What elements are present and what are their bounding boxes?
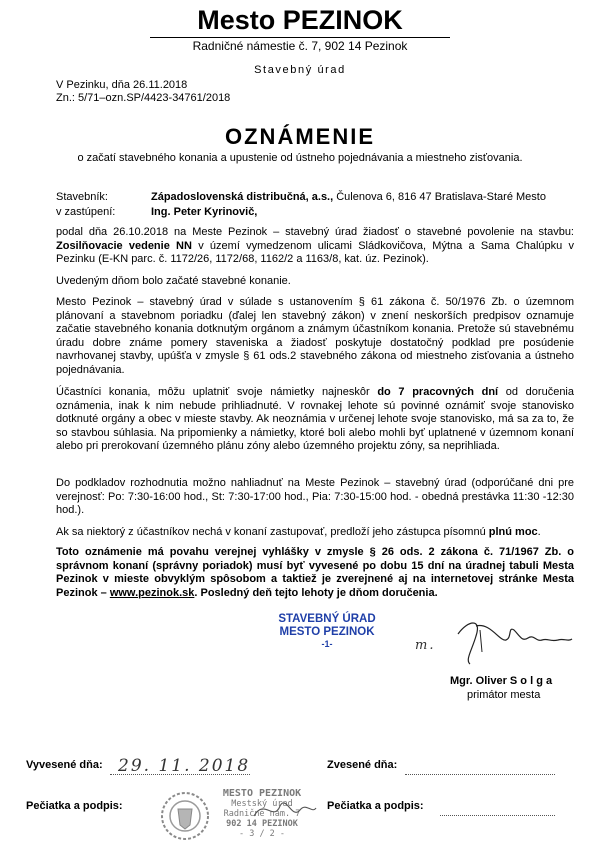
- header-rule: [150, 37, 450, 38]
- seal-line-right: [440, 815, 555, 816]
- place-date: V Pezinku, dňa 26.11.2018: [56, 79, 188, 91]
- public-notice-end: . Posledný deň tejto lehoty je dňom doručenia.: [194, 586, 438, 599]
- representative-name: Ing. Peter Kyrinovič,: [151, 206, 258, 218]
- builder-label: Stavebník:: [56, 191, 108, 203]
- objections-text-a: Účastníci konania, môžu uplatniť svoje námietky najneskôr: [56, 386, 370, 398]
- stamp-line-office: STAVEBNÝ ÚRAD: [278, 613, 376, 625]
- mayor-signature: [410, 612, 580, 672]
- notice-subheading: o začatí stavebného konania a upustenie od ústneho pojednávania a miestneho zisťovania.: [77, 152, 523, 164]
- posted-date-label: Vyvesené dňa:: [26, 759, 103, 771]
- paragraph-office-hours: Do podkladov rozhodnutia možno nahliadnuť na Meste Pezinok – stavebný úrad (odporúčané dni pre verejnosť: Po: 7:30-16:00 hod., St: 7:30-17:00 hod., Pia: 7:30-15:00 hod. - obedná prestávka 11:30 -12:30 hod.).: [56, 477, 574, 517]
- project-location: v území vymedzenom ulicami Sládkovičova, Mýtna a Sama Chalúpku v Pezinku (E-KN parc. č. 1172/26, 1172/68, 1162/2 a 1163/8, kat. úz. Pezinok).: [56, 239, 574, 266]
- stamp-line-number: -1-: [321, 639, 333, 649]
- seal-label-left: Pečiatka a podpis:: [26, 800, 123, 812]
- paragraph-application: [56, 226, 574, 267]
- posting-stamp-line-1: MESTO PEZINOK: [222, 788, 302, 799]
- notice-heading: OZNÁMENIE: [225, 124, 375, 149]
- paragraph-objections: [56, 386, 574, 454]
- signature-prefix: m.: [415, 638, 436, 653]
- office-name: Stavebný úrad: [254, 64, 346, 76]
- power-of-attorney: plnú moc: [488, 526, 538, 538]
- posting-signature: [250, 792, 320, 828]
- paragraph-representation: [56, 526, 574, 540]
- representative-label: v zastúpení:: [56, 206, 116, 218]
- project-name: Zosilňovacie vedenie NN: [56, 239, 192, 252]
- removed-date-label: Zvesené dňa:: [327, 759, 398, 771]
- removed-date-line: [405, 774, 555, 775]
- posted-date-handwritten: 29. 11. 2018: [118, 756, 251, 776]
- public-notice-text: Toto oznámenie má povahu verejnej vyhlášky v zmysle § 26 ods. 2 zákona č. 71/1967 Zb. o správnom konaní (správny poriadok) musí byť vyvesené po dobu 15 dní na úradnej tabuli Mesta Pezinok v mieste obvyklým spôsobom a taktiež je zverejnené aj na internetovej stránke Mesta Pezinok –: [56, 546, 574, 599]
- city-title: Mesto PEZINOK: [197, 5, 403, 35]
- paragraph-legal-basis: Mesto Pezinok – stavebný úrad v súlade s ustanovením § 61 zákona č. 50/1976 Zb. o územnom plánovaní a stavebnom poriadku (ďalej len stavebný zákon) v znení neskorších predpisov oznamuje začatie stavebného konania dotknutým orgánom a známym účastníkom konania. Pretože sú stavebnému úradu dobre známe pomery staveniska a žiadosť poskytuje dostatočný podklad pre posúdenie navrhovanej stavby, upúšťa v zmysle § 61 ods.2 stavebného zákona od miestneho zisťovania a ústneho pojednávania.: [56, 296, 574, 376]
- stamp-line-city: MESTO PEZINOK: [279, 626, 375, 638]
- coat-of-arms-icon: [160, 787, 210, 845]
- objection-deadline: do 7 pracovných dní: [377, 386, 499, 398]
- representation-end: .: [537, 526, 541, 538]
- city-address: Radničné námestie č. 7, 902 14 Pezinok: [192, 39, 408, 53]
- builder-name: Západoslovenská distribučná, a.s.,: [151, 191, 334, 203]
- objections-text-b: od doručenia oznámenia, inak k nim nebude prihliadnuté. V rovnakej lehote sú povinné oznámiť svoje stanovisko dotknuté orgány a obec v mieste stavby. Ak neoznámia v určenej lehote svoje stanovisko, má sa za to, že so stavbou súhlasia. Na pripomienky a námietky, ktoré boli alebo mohli byť uplatnené v územnom konaní alebo pri prerokovaní územného plánu zóny alebo územného projektu zóny, sa neprihliada.: [56, 386, 574, 453]
- mayor-name: Mgr. Oliver S o l g a: [450, 675, 553, 687]
- paragraph-started: Uvedeným dňom bolo začaté stavebné konanie.: [56, 275, 291, 287]
- posting-stamp-line-3: Radničné nám. 7: [223, 809, 301, 819]
- paragraph-public-notice: [56, 546, 574, 600]
- website-link[interactable]: www.pezinok.sk: [109, 586, 195, 599]
- reference-number: Zn.: 5/71–ozn.SP/4423-34761/2018: [56, 92, 231, 104]
- posting-stamp-line-5: - 3 / 2 -: [238, 829, 286, 839]
- mayor-role: primátor mesta: [467, 689, 541, 701]
- posting-stamp-line-4: 902 14 PEZINOK: [226, 819, 298, 829]
- seal-label-right: Pečiatka a podpis:: [327, 800, 424, 812]
- posting-stamp-line-2: Mestský úrad: [231, 799, 293, 809]
- builder-address: Čulenova 6, 816 47 Bratislava-Staré Mesto: [336, 191, 546, 203]
- builder-row: [151, 191, 581, 204]
- application-text: podal dňa 26.10.2018 na Meste Pezinok – stavebný úrad žiadosť o stavebné povolenie na stavbu:: [56, 226, 574, 238]
- representation-text: Ak sa niektorý z účastníkov nechá v konaní zastupovať, predloží jeho zástupca písomnú: [56, 526, 486, 538]
- office-stamp: [262, 613, 392, 650]
